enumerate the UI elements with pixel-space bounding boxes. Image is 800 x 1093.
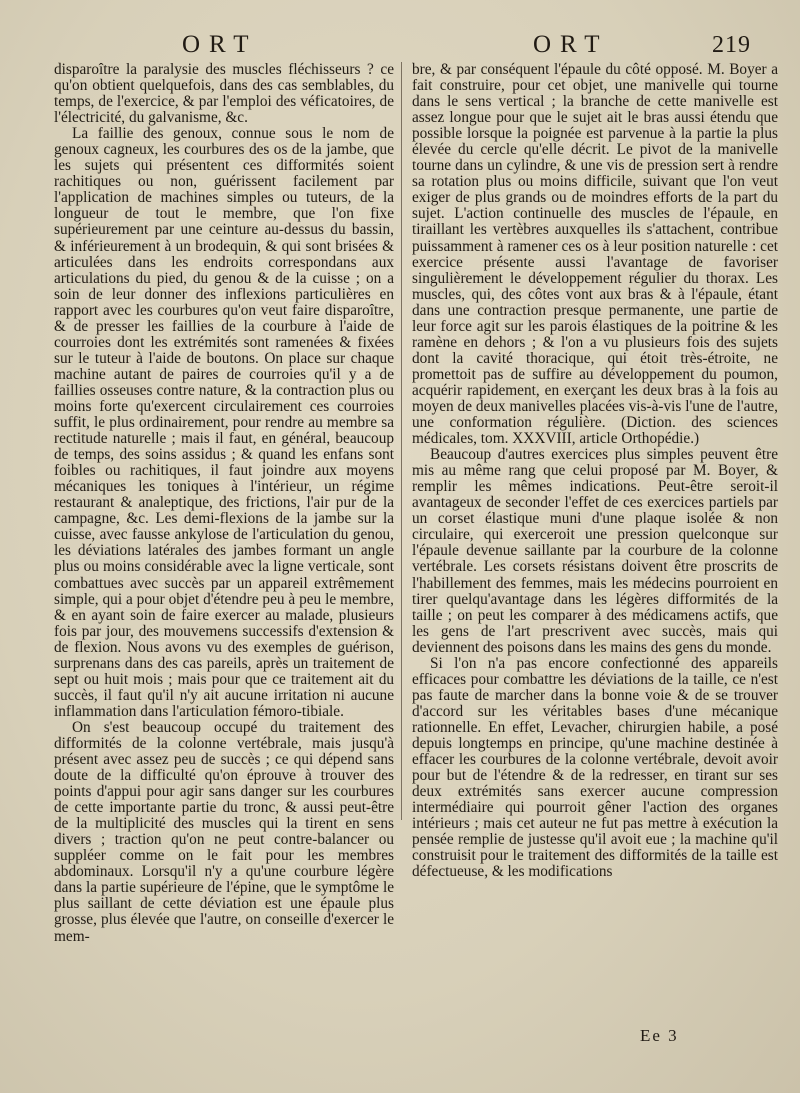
left-paragraph-2: La faillie des genoux, connue sous le nom de genoux cagneux, les courbures des os de la jambe, que les sujets qui présentent ces difformités soient rachitiques ou non, guérissent facilement par l'application de machines simples ou tuteurs, de la longueur de tout le membre, que l'on fixe supérieurement par une ceinture au-dessus du bassin, & inférieurement à un brodequin, & qui sont brisées & articulées dans les endroits correspondans aux articulations du pied, du genou & de la cuisse ; on a soin de leur donner des inflexions particulières en rapport avec les courbures qu'on veut faire disparoître, & de presser les faillies de la courbure à l'aide de courroies dont les extrémités sont ramenées & fixées sur le tuteur à l'aide de boutons. On place sur chaque machine autant de paires de courroies qu'il y a de faillies osseuses contre nature, & la contraction plus ou moins forte qu'exercent circulairement ces courroies suffit, le plus ordinairement, pour rendre au membre sa rectitude naturelle ; mais il faut, en général, beaucoup de temps, des soins assidus ; & quand les enfans sont foibles ou rachitiques, il faut joindre aux moyens mécaniques les toniques à l'intérieur, un régime restaurant & analeptique, des frictions, l'air pur de la campagne, &c. Les demi-flexions de la jambe sur la cuisse, avec fausse ankylose de l'articulation du genou, les déviations latérales des jambes formant un angle plus ou moins considérable avec la ligne verticale, sont combattues avec succès par un appareil extrêmement simple, qui a pour objet d'étendre peu à peu le membre, & en ayant soin de faire exercer au malade, plusieurs fois par jour, des mouvemens successifs d'extension & de flexion. Nous avons vu des exemples de guérison, surprenans dans des cas pareils, après un traitement de sept ou huit mois ; mais pour que ce traitement ait du succès, il faut qu'il n'y ait aucune irritation ni aucune inflammation dans l'articulation fémoro-tibiale. xyxy=(54,125,394,720)
left-paragraph-1: disparoître la paralysie des muscles fléchisseurs ? ce qu'on obtient quelquefois, dans des cas semblables, du temps, de l'exercice, & par l'emploi des véficatoires, de l'électricité, du galvanisme, &c. xyxy=(54,61,394,127)
header-right-title: ORT xyxy=(533,31,609,58)
left-paragraph-3: On s'est beaucoup occupé du traitement des difformités de la colonne vertébrale, mais jusqu'à présent avec assez peu de succès ; ce qui dépend sans doute de la difficulté qu'on éprouve à trouver des points d'appui pour agir sans danger sur les courbures de cette importante partie du tronc, & aussi peut-être de la multiplicité des muscles qui la tirent en sens divers ; traction qu'on ne peut contre-balancer ou suppléer comme on le fait pour les membres abdominaux. Lorsqu'il n'y a qu'une courbure légère dans la partie supérieure de l'épine, que le symptôme le plus saillant de cette déviation est une épaule plus grosse, plus élevée que l'autre, on conseille d'exercer le mem- xyxy=(54,718,394,945)
right-column xyxy=(412,62,778,880)
right-paragraph-2: Beaucoup d'autres exercices plus simples peuvent être mis au même rang que celui proposé par M. Boyer, & remplir les mêmes indications. Peut-être seroit-il avantageux de seconder l'effet de ces exercices partiels par un corset élastique muni d'une plaque isolée & non circulaire, qui exerceroit une pression quelconque sur l'épaule devenue saillante par la courbure de la colonne vertébrale. Les corsets résistans doivent être proscrits de l'habillement des femmes, mais les médecins pourroient en tirer quelqu'avantage dans les légères difformités de la taille ; on peut les comparer à des médicamens actifs, que les gens de l'art prescrivent avec succès, mais qui deviennent des poisons dans les mains des gens du monde. xyxy=(412,446,778,656)
left-column xyxy=(54,62,394,945)
page-number: 219 xyxy=(712,32,751,58)
signature-mark: Ee 3 xyxy=(640,1026,679,1045)
header-left-title: ORT xyxy=(182,31,258,58)
right-paragraph-1: bre, & par conséquent l'épaule du côté opposé. M. Boyer a fait construire, pour cet objet, une manivelle qui tourne dans le sens vertical ; la branche de cette manivelle est assez longue pour que le sujet ait le bras aussi étendu que possible lorsque la poignée est parvenue à la partie la plus élevée du cercle qu'elle décrit. Le pivot de la manivelle tourne dans un cylindre, & une vis de pression sert à rendre sa rotation plus ou moins difficile, suivant que l'on veut exiger de plus grands ou de moindres efforts de la part du sujet. L'action continuelle des muscles de l'épaule, en tiraillant les vertèbres auxquelles ils s'attachent, contribue puissamment à ramener ces os à leur position naturelle : cet exercice présente aussi l'avantage de favoriser singulièrement le développement régulier du thorax. Les muscles, qui, des côtes vont aux bras & à l'épaule, étant dans une contraction presque permanente, une partie de leur force agit sur les parois élastiques de la poitrine & les ramène en dehors ; & l'on a vu plusieurs fois des sujets dont la cavité thoracique, qui étoit très-étroite, ne promettoit pas de suffire au développement du poumon, acquérir rapidement, en exerçant les deux bras à la fois au moyen de deux manivelles placées vis-à-vis l'une de l'autre, une conformation régulière. (Diction. des sciences médicales, tom. XXXVIII, article Orthopédie.) xyxy=(412,61,778,448)
running-header xyxy=(0,30,800,60)
right-paragraph-3: Si l'on n'a pas encore confectionné des appareils efficaces pour combattre les déviations de la taille, ce n'est pas faute de marcher dans la bonne voie & de se trouver d'accord sur les véritables bases d'une mécanique rationnelle. En effet, Levacher, chirurgien habile, a posé depuis longtemps en principe, qu'une machine destinée à effacer les courbures de la colonne vertébrale, devoit avoir pour but de l'étendre & de la redresser, en tirant sur ses deux extrémités sans exercer aucune compression intermédiaire qui pourroit gêner l'action des organes intérieurs ; mais cet auteur ne fut pas mettre à exécution la pensée remplie de justesse qu'il avoit eue ; la machine qu'il construisit pour le traitement des difformités de la taille est défectueuse, & les modifications xyxy=(412,654,778,881)
column-divider xyxy=(401,62,402,820)
